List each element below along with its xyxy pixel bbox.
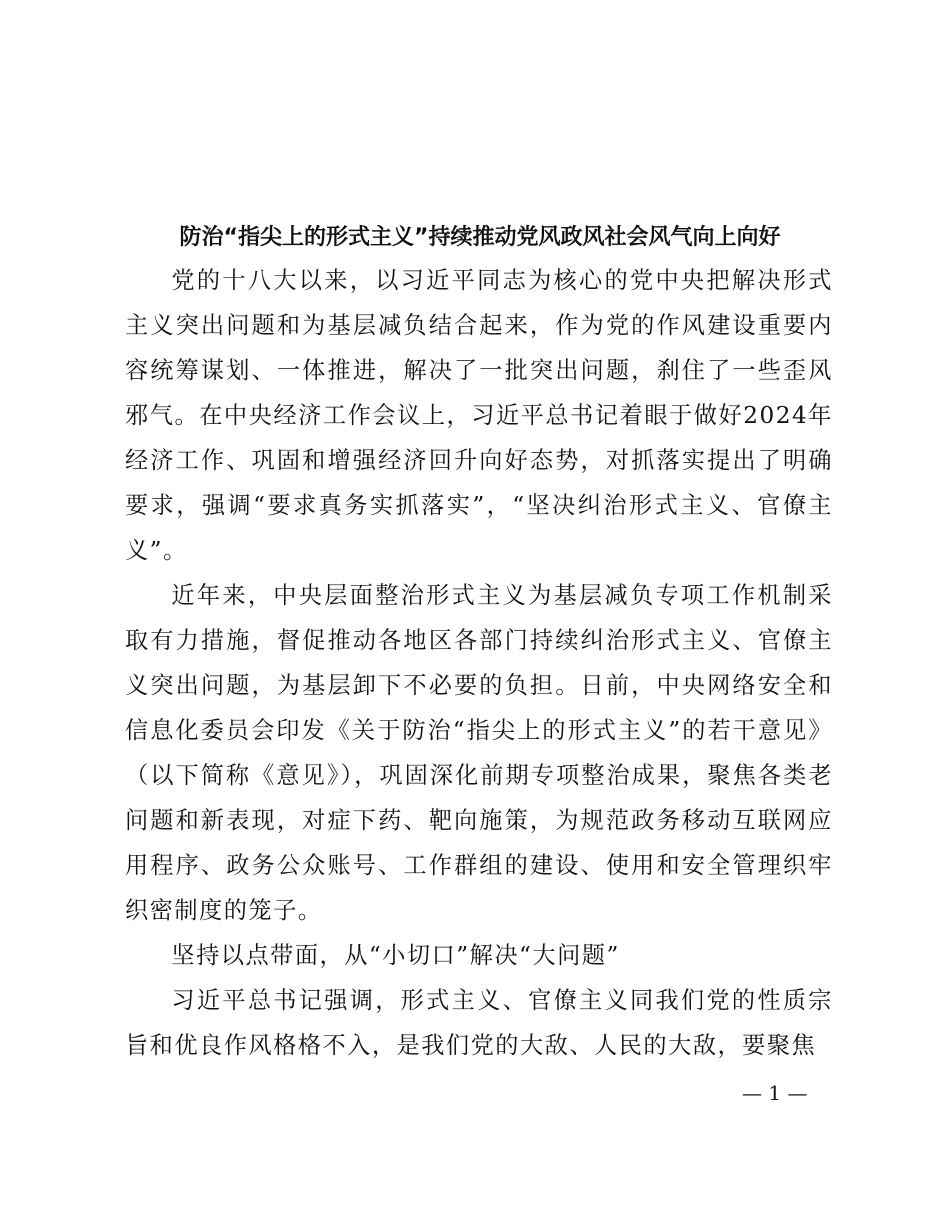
- document-body: [125, 258, 833, 1068]
- page-number: — 1 —: [742, 1081, 808, 1105]
- paragraph-3: 习近平总书记强调，形式主义、官僚主义同我们党的性质宗旨和优良作风格格不入，是我们党的大敌、人民的大敌，要聚焦: [125, 987, 833, 1059]
- section-heading: 坚持以点带面，从“小切口”解决“大问题”: [171, 942, 620, 969]
- paragraph-2: 近年来，中央层面整治形式主义为基层减负专项工作机制采取有力措施，督促推动各地区各部门持续纠治形式主义、官僚主义突出问题，为基层卸下不必要的负担。日前，中央网络安全和信息化委员会印发《关于防治“指尖上的形式主义”的若干意见》（以下简称《意见》），巩固深化前期专项整治成果，聚焦各类老问题和新表现，对症下药、靶向施策，为规范政务移动互联网应用程序、政务公众账号、工作群组的建设、使用和安全管理织牢织密制度的笼子。: [125, 582, 834, 924]
- document-title: 防治“指尖上的形式主义”持续推动党风政风社会风气向上向好: [179, 225, 781, 250]
- paragraph-1: 党的十八大以来，以习近平同志为核心的党中央把解决形式主义突出问题和为基层减负结合起来，作为党的作风建设重要内容统筹谋划、一体推进，解决了一批突出问题，刹住了一些歪风邪气。在中央经济工作会议上，习近平总书记着眼于做好2024年经济工作、巩固和增强经济回升向好态势，对抓落实提出了明确要求，强调“要求真务实抓落实”，“坚决纠治形式主义、官僚主义”。: [125, 267, 833, 564]
